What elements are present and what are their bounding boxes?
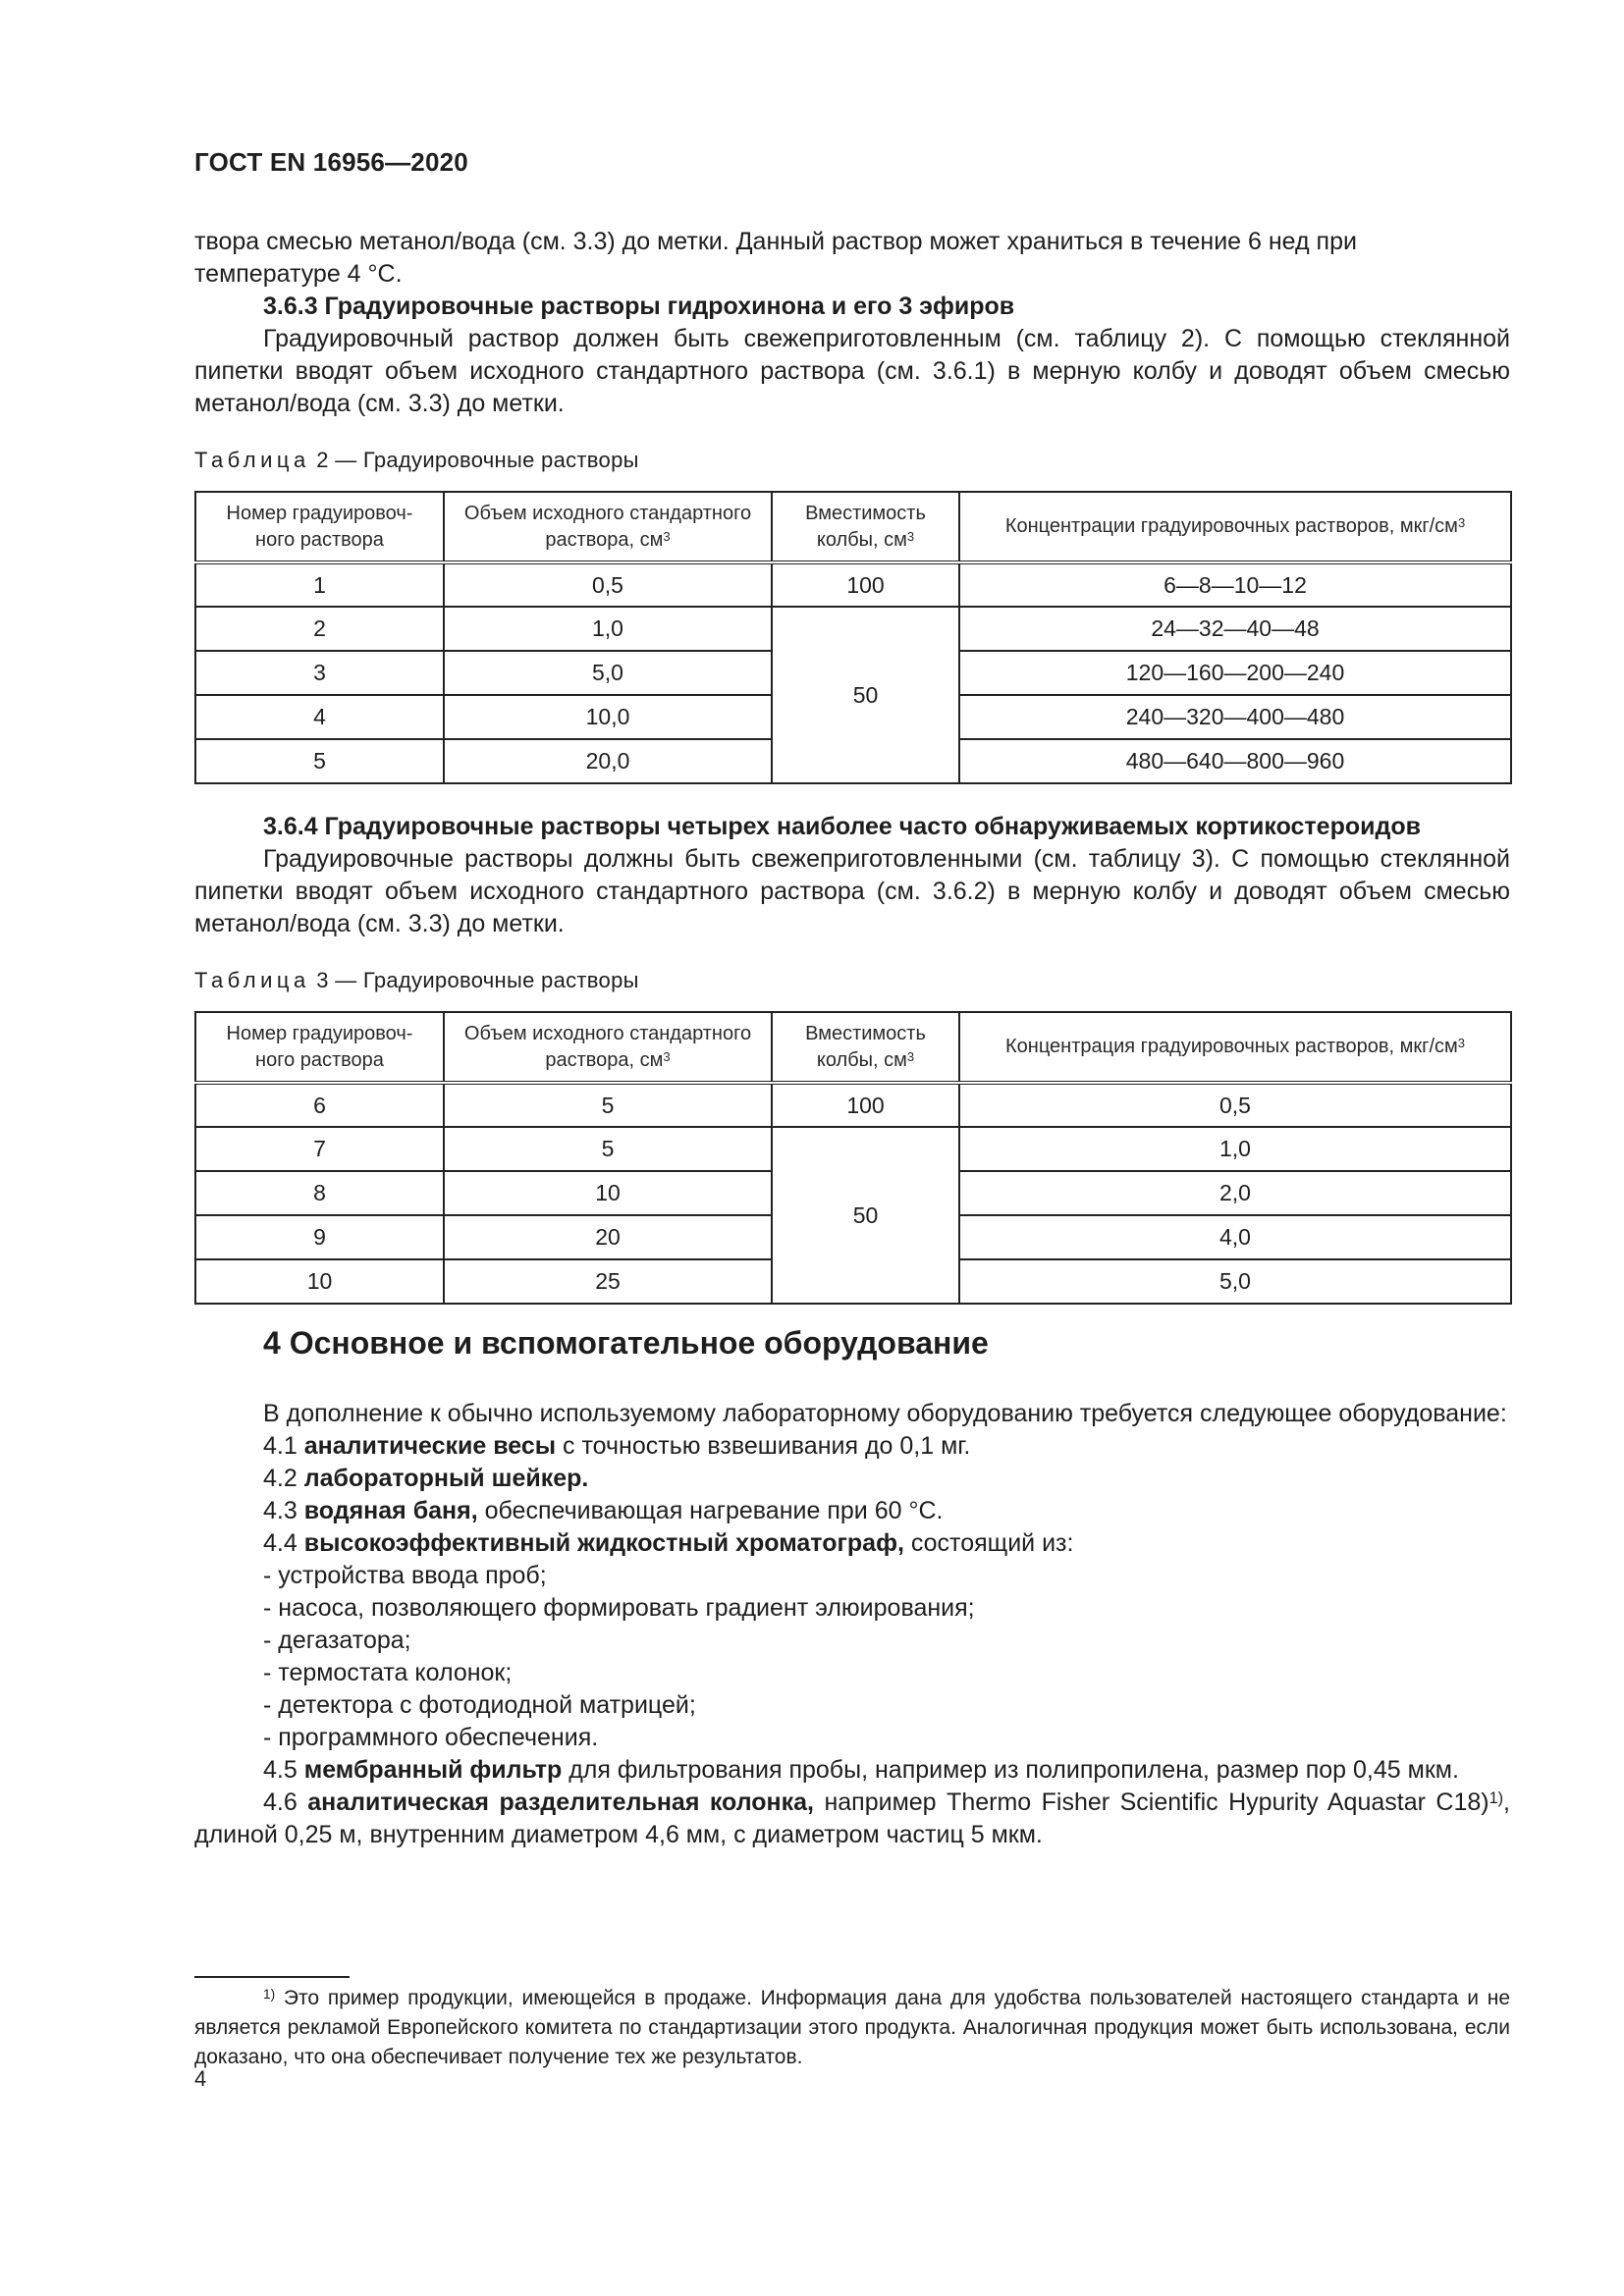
footnote-text: $^{1)}$ Это пример продукции, имеющейся в продаже. Информация дана для удобства пользователей настоящего стандарта и не является рекламой Европейского комитета по стандартизации этого продукта. Аналогичная продукция может быть использована, если доказано, что она обеспечивает получение тех же результатов. (194, 1987, 1510, 2068)
table-cell: 100 (772, 1083, 959, 1127)
table-row (195, 1127, 1511, 1171)
header-cell: Вместимость колбы, $см^3$ (772, 492, 959, 562)
header-cell: Объем исходного стандартного раствора, $см^3$ (444, 492, 772, 562)
header-cell: Концентрация градуировочных растворов, мкг/$см^3$ (959, 1012, 1511, 1083)
intro-line-2: температуре 4 °C. (194, 260, 403, 288)
superscript: 3 (663, 528, 671, 544)
table-cell: 6—8—10—12 (959, 562, 1511, 607)
header-cell: Вместимость колбы, $см^3$ (772, 1012, 959, 1083)
section-body: Градуировочные растворы должны быть свежеприготовленными (см. таблицу 3). С помощью стеклянной пипетки вводят объем исходного стандартного раствора (см. 3.6.2) в мерную колбу и доводят объем смесью метанол/вода (см. 3.3) до метки. (194, 845, 1510, 937)
table-3-caption (194, 968, 639, 993)
table-cell: 120—160—200—240 (959, 651, 1511, 695)
header-cell: Концентрации градуировочных растворов, мкг/$см^3$ (959, 492, 1511, 562)
table-row (195, 607, 1511, 651)
footnote-marker: 1) (263, 1987, 276, 2002)
item-4-5: 4.5 мембранный фильтр для фильтрования пробы, например из полипропилена, размер пор 0,45 мкм. (263, 1756, 1459, 1784)
header-cell: Номер градуировоч-ного раствора (195, 1012, 444, 1083)
caption-text: 2 — Градуировочные растворы (316, 448, 639, 472)
table-cell: 5 (444, 1083, 772, 1127)
table-cell: 480—640—800—960 (959, 739, 1511, 783)
caption-text: 3 — Градуировочные растворы (316, 968, 639, 992)
page-number: 4 (194, 2066, 207, 2091)
list-item: - термостата колонок; (263, 1659, 513, 1686)
header-cell: Объем исходного стандартного раствора, $см^3$ (444, 1012, 772, 1083)
header-cell: Номер градуировоч-ного раствора (195, 492, 444, 562)
section-heading: 3.6.3 Градуировочные растворы гидрохинона и его 3 эфиров (263, 293, 1015, 320)
superscript: 3 (906, 528, 915, 544)
table-cell: 10,0 (444, 695, 772, 739)
table-cell: 10 (444, 1171, 772, 1215)
table-cell: 25 (444, 1259, 772, 1304)
table-cell: 0,5 (444, 562, 772, 607)
table-cell: 4 (195, 695, 444, 739)
table-cell: 5 (444, 1127, 772, 1171)
table-2-caption (194, 448, 639, 473)
table-cell: 1,0 (444, 607, 772, 651)
caption-word: Таблица (194, 448, 310, 472)
table-2 (194, 491, 1512, 784)
section-4-title: 4 Основное и вспомогательное оборудование (263, 1325, 989, 1361)
intro-paragraph (194, 226, 1510, 291)
table-cell: 20,0 (444, 739, 772, 783)
footnote-divider (194, 1976, 350, 1978)
table-cell: 9 (195, 1215, 444, 1259)
footnote-ref: 1) (1489, 1789, 1504, 1807)
table-cell: 5,0 (959, 1259, 1511, 1304)
table-cell: 0,5 (959, 1083, 1511, 1127)
list-item: - устройства ввода проб; (263, 1562, 547, 1589)
list-item: - детектора с фотодиодной матрицей; (263, 1691, 696, 1719)
superscript: 3 (1457, 1036, 1465, 1050)
merged-volume-cell: 50 (772, 1127, 959, 1304)
table-header-row (195, 492, 1511, 562)
merged-volume-cell: 50 (772, 607, 959, 783)
table-row (195, 1083, 1511, 1127)
table-cell: 100 (772, 562, 959, 607)
superscript: 3 (906, 1048, 915, 1064)
table-cell: 10 (195, 1259, 444, 1304)
page-header: ГОСТ EN 16956—2020 (194, 147, 468, 177)
item-4-2: 4.2 лабораторный шейкер. (263, 1465, 589, 1492)
table-cell: 240—320—400—480 (959, 695, 1511, 739)
item-4-6: 4.6 аналитическая разделительная колонка, например Thermo Fisher Scientific Hypurity Aquastar C18)$^{1)}$, длиной 0,25 м, внутренним диаметром 4,6 мм, с диаметром частиц 5 мкм. (194, 1789, 1510, 1848)
table-cell: 3 (195, 651, 444, 695)
intro-line-1: твора смесью метанол/вода (см. 3.3) до метки. Данный раствор может храниться в течение 6 нед при (194, 228, 1357, 255)
table-cell: 7 (195, 1127, 444, 1171)
caption-word: Таблица (194, 968, 310, 992)
section-heading: 3.6.4 Градуировочные растворы четырех наиболее часто обнаруживаемых кортикостероидов (263, 813, 1422, 840)
table-3 (194, 1011, 1512, 1305)
table-cell: 8 (195, 1171, 444, 1215)
table-cell: 5 (195, 739, 444, 783)
table-cell: 2 (195, 607, 444, 651)
section-4-body (194, 1398, 1510, 1851)
list-item: - программного обеспечения. (263, 1724, 599, 1751)
table-cell: 20 (444, 1215, 772, 1259)
table-cell: 2,0 (959, 1171, 1511, 1215)
section-4-intro: В дополнение к обычно используемому лабораторному оборудованию требуется следующее оборудование: (263, 1400, 1507, 1427)
footnote (194, 1984, 1510, 2072)
table-cell: 5,0 (444, 651, 772, 695)
table-cell: 24—32—40—48 (959, 607, 1511, 651)
section-3-6-3 (194, 291, 1510, 420)
list-item: - дегазатора; (263, 1627, 411, 1654)
section-3-6-4 (194, 811, 1510, 940)
table-cell: 6 (195, 1083, 444, 1127)
table-header-row (195, 1012, 1511, 1083)
item-4-1: 4.1 аналитические весы с точностью взвешивания до 0,1 мг. (263, 1432, 971, 1460)
table-row (195, 562, 1511, 607)
item-4-3: 4.3 водяная баня, обеспечивающая нагревание при 60 °С. (263, 1497, 944, 1524)
table-cell: 4,0 (959, 1215, 1511, 1259)
superscript: 3 (1457, 515, 1466, 530)
table-cell: 1,0 (959, 1127, 1511, 1171)
item-4-4: 4.4 высокоэффективный жидкостный хроматограф, состоящий из: (263, 1529, 1074, 1557)
section-body: Градуировочный раствор должен быть свежеприготовленным (см. таблицу 2). С помощью стеклянной пипетки вводят объем исходного стандартного раствора (см. 3.6.1) в мерную колбу и доводят объем смесью метанол/вода (см. 3.3) до метки. (194, 325, 1510, 417)
table-cell: 1 (195, 562, 444, 607)
superscript: 3 (663, 1048, 671, 1064)
list-item: - насоса, позволяющего формировать градиент элюирования; (263, 1594, 975, 1622)
